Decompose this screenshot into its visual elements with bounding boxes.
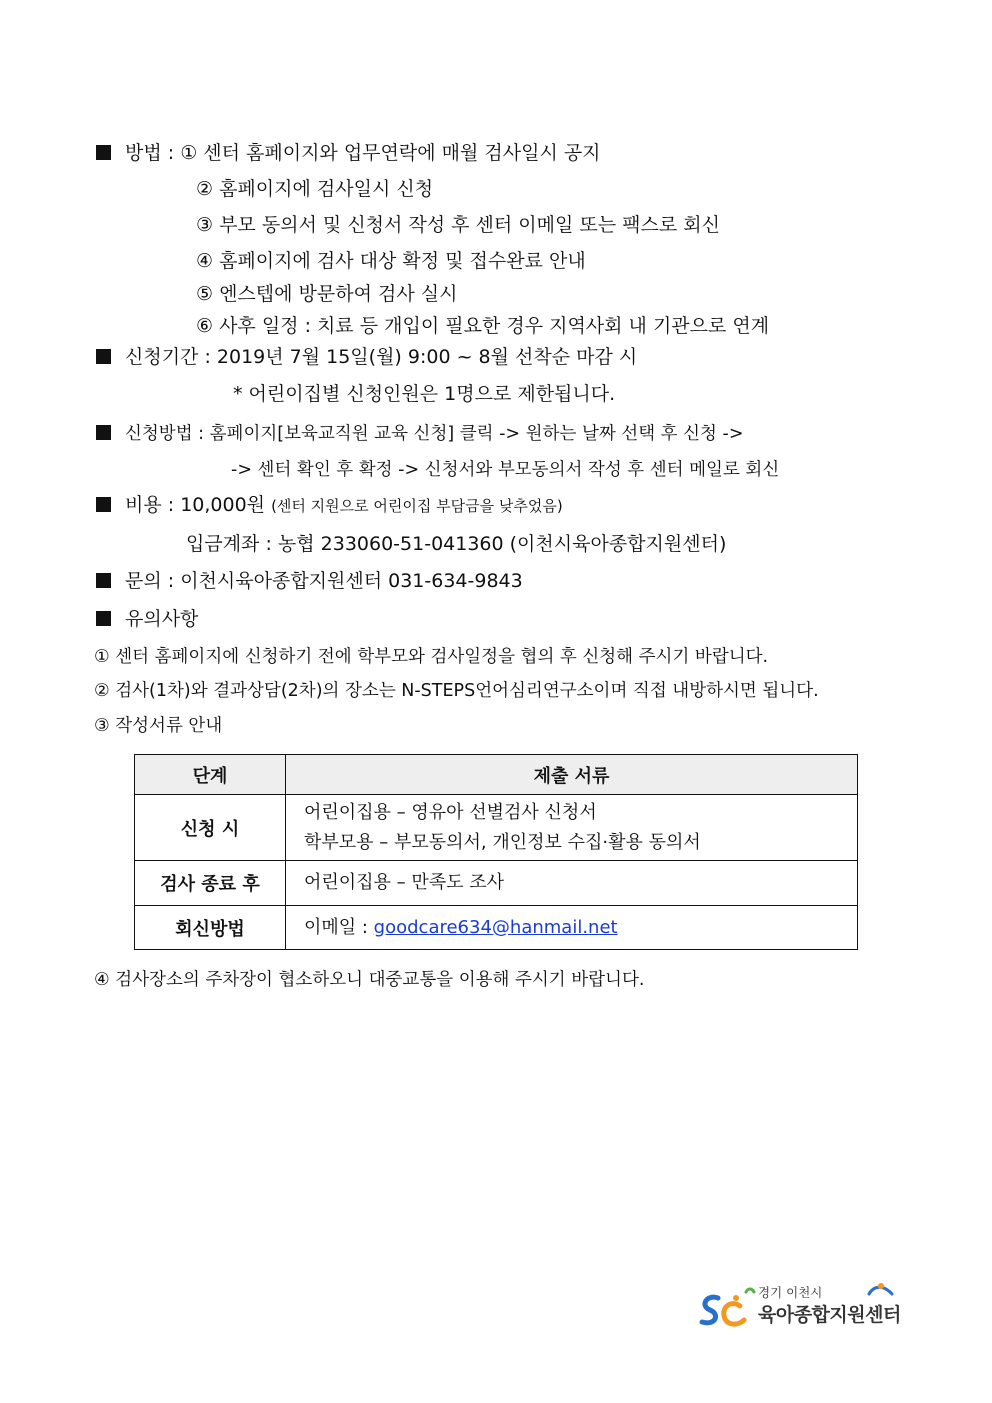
doc-item: 어린이집용 – 만족도 조사 [304,872,505,893]
method-step: ⑤ 엔스텝에 방문하여 검사 실시 [196,283,458,305]
table-row [135,906,858,950]
documents-table [134,754,858,950]
email-link[interactable]: goodcare634@hanmail.net [373,916,618,938]
logo-mark-icon [696,1284,756,1334]
cost-note: (센터 지원으로 어린이집 부담금을 낮추었음) [271,497,563,515]
email-label: 이메일 : [304,916,374,938]
bullet-square-icon [96,497,111,512]
bullet-square-icon [96,425,111,440]
table-stage-cell: 신청 시 [135,795,286,861]
period-note: * 어린이집별 신청인원은 1명으로 제한됩니다. [233,383,616,405]
notes-title-line [96,606,198,632]
logo-subtitle: 경기 이천시 [758,1285,823,1300]
logo-accent-icon [866,1282,896,1298]
bullet-square-icon [96,573,111,588]
bullet-square-icon [96,349,111,364]
table-stage-cell: 회신방법 [135,906,286,950]
table-header-stage: 단계 [135,755,286,795]
method-step: ④ 홈페이지에 검사 대상 확정 및 접수완료 안내 [196,250,586,272]
table-row [135,795,858,861]
doc-item: 학부모용 – 부모동의서, 개인정보 수집·활용 동의서 [304,831,701,853]
account-line: 입금계좌 : 농협 233060-51-041360 (이천시육아종합지원센터) [186,533,727,555]
period-line [96,344,637,370]
contact-label: 문의 : 이천시육아종합지원센터 031-634-9843 [125,570,523,592]
table-docs-cell [286,795,858,861]
table-stage-cell: 검사 종료 후 [135,861,286,906]
notes-last-item: ④ 검사장소의 주차장이 협소하오니 대중교통을 이용해 주시기 바랍니다. [94,970,645,990]
table-header-row [135,755,858,795]
doc-item: 어린이집용 – 영유아 선별검사 신청서 [304,801,597,823]
contact-line [96,568,523,594]
center-logo [696,1282,906,1334]
cost-line [96,492,563,519]
notes-item: ② 검사(1차)와 결과상담(2차)의 장소는 N-STEPS언어심리연구소이며 직접 내방하시면 됩니다. [94,681,819,701]
notes-item: ③ 작성서류 안내 [94,716,223,736]
method-step: ⑥ 사후 일정 : 치료 등 개입이 필요한 경우 지역사회 내 기관으로 연계 [196,315,770,337]
table-docs-cell [286,861,858,906]
table-docs-cell [286,906,858,950]
method-step: ② 홈페이지에 검사일시 신청 [196,178,434,200]
apply-method-label: 신청방법 : 홈페이지[보육교직원 교육 신청] 클릭 -> 원하는 날짜 선택 후 신청 -> [125,424,744,444]
apply-method-line [96,421,744,447]
bullet-square-icon [96,145,111,160]
notes-title: 유의사항 [125,608,199,630]
method-step: ③ 부모 동의서 및 신청서 작성 후 센터 이메일 또는 팩스로 회신 [196,214,720,236]
cost-label: 비용 : 10,000원 [125,494,266,516]
logo-title: 육아종합지원센터 [758,1304,901,1326]
notes-item: ① 센터 홈페이지에 신청하기 전에 학부모와 검사일정을 협의 후 신청해 주시기 바랍니다. [94,647,769,667]
apply-method-line2: -> 센터 확인 후 확정 -> 신청서와 부모동의서 작성 후 센터 메일로 회신 [231,460,780,480]
table-header-docs: 제출 서류 [286,755,858,795]
table-row [135,861,858,906]
period-label: 신청기간 : 2019년 7월 15일(월) 9:00 ~ 8월 선착순 마감 시 [125,346,638,368]
method-line [96,140,601,166]
method-label: 방법 : ① 센터 홈페이지와 업무연락에 매월 검사일시 공지 [125,142,601,164]
bullet-square-icon [96,611,111,626]
